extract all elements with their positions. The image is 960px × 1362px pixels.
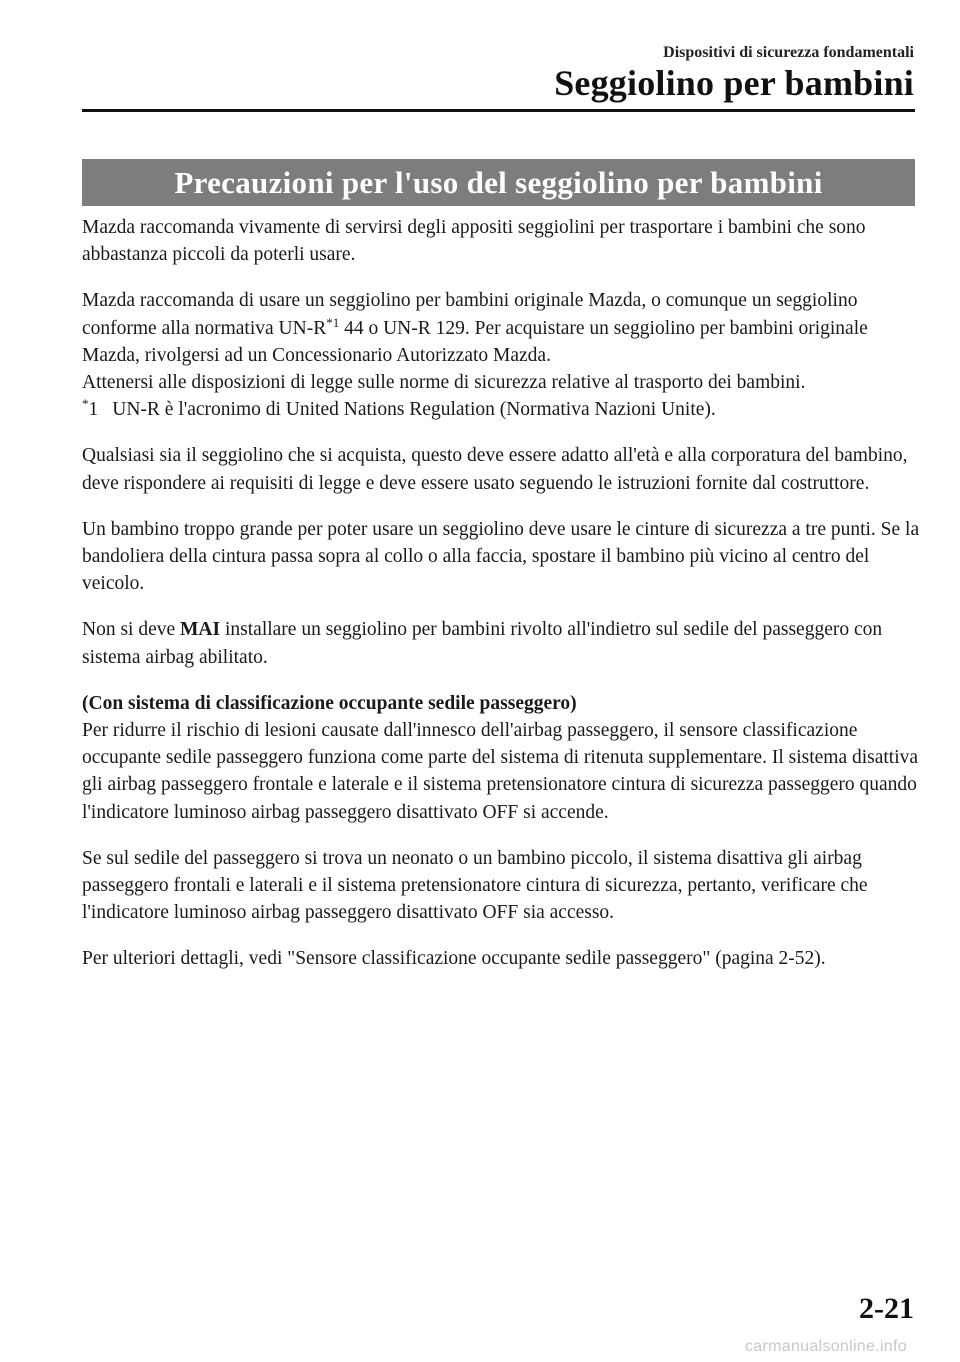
paragraph-occupant-classification bbox=[82, 690, 922, 826]
header-rule bbox=[82, 109, 915, 112]
footnote-number: 1 bbox=[88, 399, 99, 421]
footnote-reference: *1 bbox=[326, 314, 340, 330]
warning-emphasis: MAI bbox=[180, 619, 221, 641]
page-content bbox=[82, 214, 922, 992]
warning-text-cont: installare un seggiolino per bambini rivolto all'indietro sul sedile del passeggero con sistema airbag abilitato. bbox=[82, 619, 883, 668]
watermark: carmanualsonline.info bbox=[745, 1338, 907, 1355]
footnote bbox=[82, 396, 922, 423]
paragraph-infant: Se sul sedile del passeggero si trova un neonato o un bambino piccolo, il sistema disattiva gli airbag passeggero frontali e laterali e il sistema pretensionatore cintura di sicurezza, pertanto, verificare che l'indicatore luminoso airbag passeggero disattivato OFF sia accesso. bbox=[82, 847, 868, 924]
footnote-text: UN-R è l'acronimo di United Nations Regulation (Normativa Nazioni Unite). bbox=[112, 399, 716, 421]
legal-note: Attenersi alle disposizioni di legge sulle norme di sicurezza relative al trasporto dei bambini. bbox=[82, 372, 806, 394]
paragraph-warning bbox=[82, 616, 922, 670]
paragraph-reference: Per ulteriori dettagli, vedi "Sensore classificazione occupante sedile passeggero" (pagina 2-52). bbox=[82, 948, 826, 970]
subheading: (Con sistema di classificazione occupante sedile passeggero) bbox=[82, 692, 577, 714]
paragraph-suitability: Qualsiasi sia il seggiolino che si acquista, questo deve essere adatto all'età e alla corporatura del bambino, deve rispondere ai requisiti di legge e deve essere usato seguendo le istruzioni fornite dal costruttore. bbox=[82, 445, 908, 494]
paragraph-seatbelt: Un bambino troppo grande per poter usare un seggiolino deve usare le cinture di sicurezza a tre punti. Se la bandoliera della cintura passa sopra al collo o alla faccia, spostare il bambino più vicino al centro del veicolo. bbox=[82, 518, 920, 595]
paragraph-intro: Mazda raccomanda vivamente di servirsi degli appositi seggiolini per trasportare i bambini che sono abbastanza piccoli da poterli usare. bbox=[82, 217, 866, 266]
recommendation-text: Mazda raccomanda di usare un seggiolino per bambini originale Mazda, o comunque un seggiolino conforme alla normativa UN-R bbox=[82, 290, 858, 339]
chapter-title: Dispositivi di sicurezza fondamentali bbox=[663, 44, 914, 61]
section-title: Seggiolino per bambini bbox=[554, 63, 914, 103]
footnote-star: * bbox=[82, 396, 89, 412]
paragraph-recommendation bbox=[82, 287, 922, 396]
page-number: 2-21 bbox=[859, 1292, 914, 1325]
warning-text: Non si deve bbox=[82, 619, 181, 641]
recommendation-text-cont: 44 o UN-R 129. Per acquistare un seggiolino per bambini originale Mazda, rivolgersi ad un Concessionario Autorizzato Mazda. bbox=[82, 317, 868, 366]
occupant-classification-text: Per ridurre il rischio di lesioni causate dall'innesco dell'airbag passeggero, il sensore classificazione occupante sedile passeggero funziona come parte del sistema di ritenuta supplementare. Il sistema disattiva gli airbag passeggero frontale e laterale e il sistema pretensionatore cintura di sicurezza passeggero quando l'indicatore luminoso airbag passeggero disattivato OFF si accende. bbox=[82, 720, 919, 823]
topic-banner: Precauzioni per l'uso del seggiolino per bambini bbox=[82, 159, 915, 206]
